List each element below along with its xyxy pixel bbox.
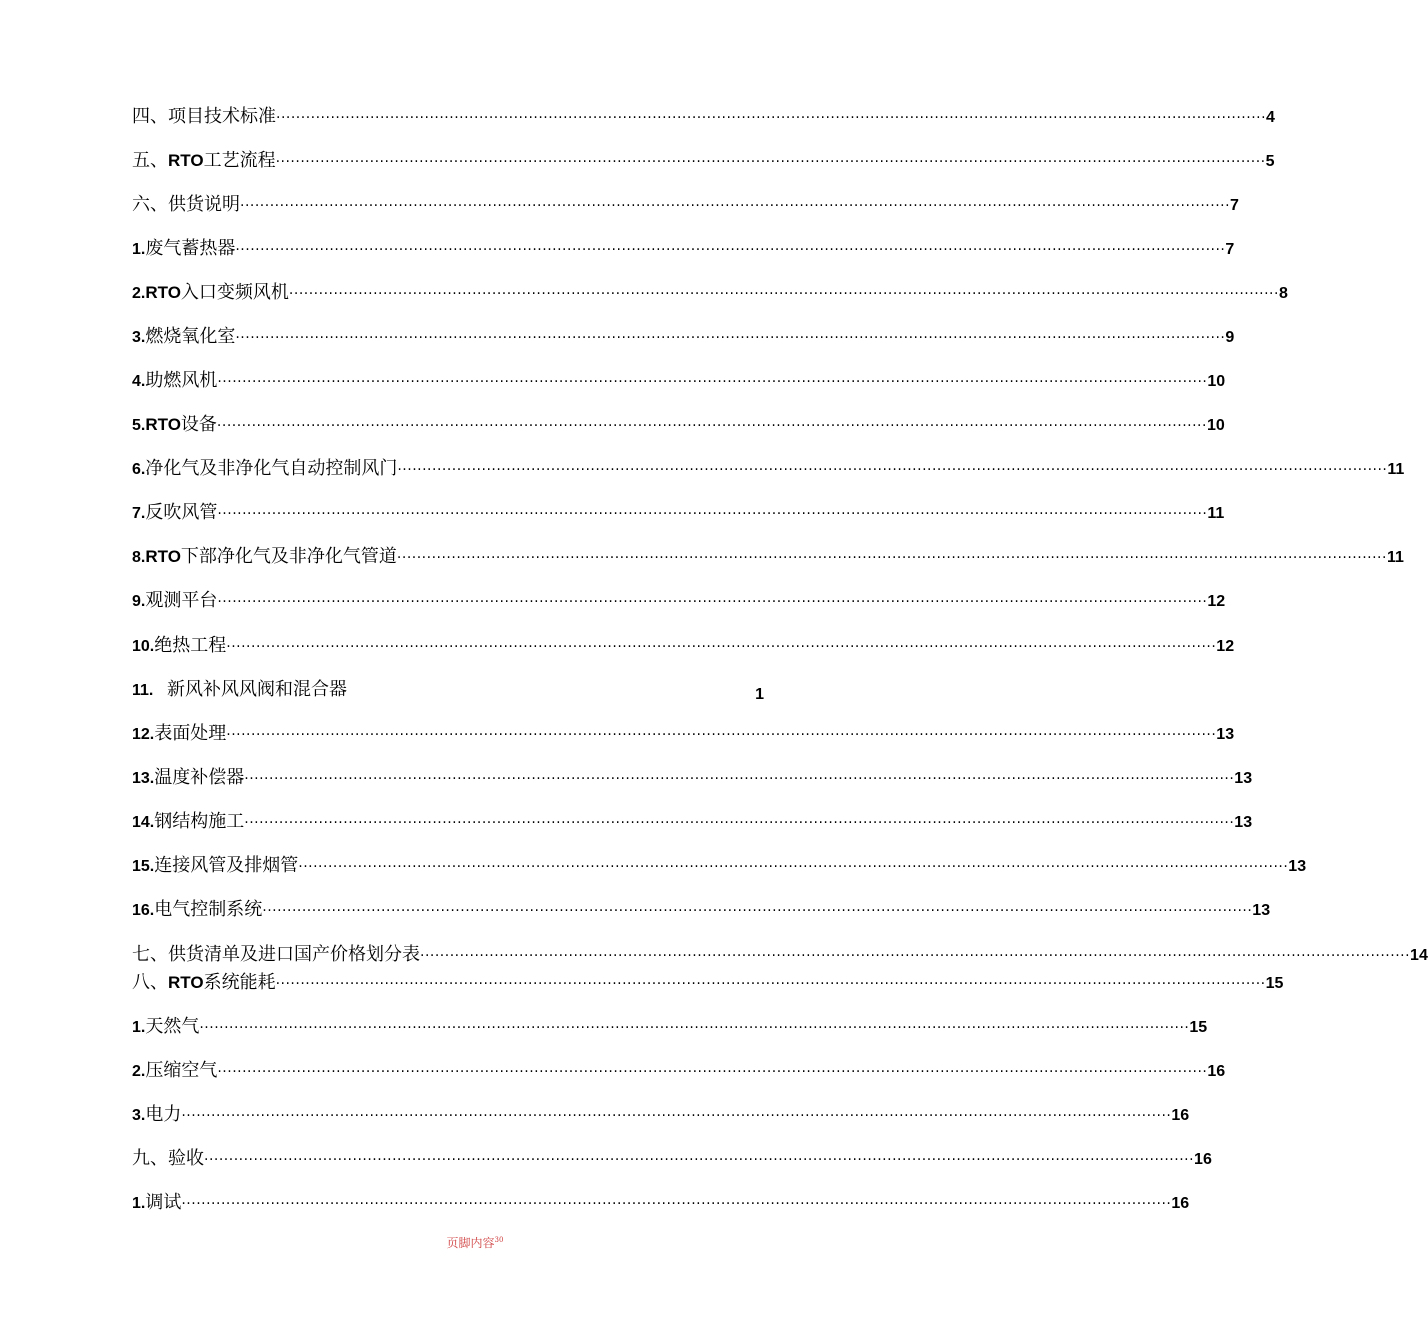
footer-page-mark: 30 <box>494 1236 504 1244</box>
toc-dot-leader: ········································································································································································································ <box>181 1196 1172 1212</box>
toc-entry-number: 9. <box>132 593 146 610</box>
toc-entry[interactable] <box>132 1100 1190 1130</box>
toc-entry-number: 4. <box>132 373 146 390</box>
toc-entry-number: 11. <box>132 682 154 699</box>
toc-entry-title: 废气蓄热器 <box>145 238 236 259</box>
toc-dot-leader: ········································································································································································································ <box>298 859 1289 875</box>
toc-entry[interactable] <box>132 1012 1208 1042</box>
toc-dot-leader: ········································································································································································································ <box>235 330 1226 346</box>
toc-entry[interactable] <box>132 631 1235 661</box>
toc-dot-leader: ········································································································································································································ <box>226 727 1217 743</box>
toc-entry[interactable] <box>132 895 1271 925</box>
toc-entry[interactable] <box>132 763 1253 793</box>
toc-dot-leader: ········································································································································································································ <box>216 418 1207 434</box>
toc-entry[interactable] <box>132 807 1253 837</box>
toc-entry-title: RTO设备 <box>145 414 217 435</box>
toc-entry[interactable] <box>132 366 1226 396</box>
toc-entry-title: 电气控制系统 <box>154 899 263 920</box>
toc-page-number: 13 <box>1216 726 1235 743</box>
toc-page-number: 13 <box>1288 858 1307 875</box>
toc-dot-leader: ········································································································································································································ <box>275 976 1266 992</box>
toc-dot-leader: ········································································································································································································ <box>204 1152 1195 1168</box>
toc-page-number: 15 <box>1265 975 1284 992</box>
toc-entry-title: 温度补偿器 <box>154 767 245 788</box>
toc-page-number: 16 <box>1207 1063 1226 1080</box>
toc-entry-title: 四、项目技术标准 <box>132 106 276 127</box>
toc-entry-title: 反吹风管 <box>145 502 218 523</box>
toc-dot-leader: ········································································································································································································ <box>235 242 1226 258</box>
toc-dot-leader: ········································································································································································································ <box>217 374 1208 390</box>
toc-page-number: 4 <box>1266 109 1275 126</box>
toc-dot-leader: ········································································································································································································ <box>181 1108 1172 1124</box>
toc-entry[interactable] <box>132 542 1404 572</box>
toc-page-number: 12 <box>1216 638 1235 655</box>
toc-entry[interactable] <box>132 1056 1226 1086</box>
toc-page-number: 11 <box>1207 505 1225 522</box>
toc-entry-number: 1. <box>132 241 146 258</box>
toc-entry[interactable] <box>132 454 1405 484</box>
toc-entry-title: 九、验收 <box>132 1148 204 1169</box>
toc-dot-leader: ········································································································································································································ <box>199 1020 1190 1036</box>
toc-entry[interactable] <box>132 278 1288 308</box>
toc-page-number: 10 <box>1206 417 1225 434</box>
toc-dot-leader: ········································································································································································································ <box>276 110 1267 126</box>
toc-page-number: 14 <box>1410 947 1428 964</box>
toc-dot-leader: ········································································································································································································ <box>217 1064 1208 1080</box>
toc-entry-title: 电力 <box>145 1104 182 1125</box>
toc-entry-number: 7. <box>132 505 146 522</box>
toc-dot-leader: ········································································································································································································ <box>396 550 1387 566</box>
toc-page-number: 15 <box>1189 1019 1208 1036</box>
toc-dot-leader: ········································································································································································································ <box>244 771 1235 787</box>
toc-dot-leader: ········································································································································································································ <box>275 154 1266 170</box>
toc-page-number: 8 <box>1278 285 1288 302</box>
toc-entry-title: 新风补风风阀和混合器 <box>167 679 347 700</box>
toc-entry[interactable] <box>132 322 1235 352</box>
toc-entry-number: 8. <box>132 549 146 566</box>
toc-page-number: 16 <box>1171 1107 1190 1124</box>
toc-entry[interactable] <box>132 968 1284 998</box>
toc-entry-title: 钢结构施工 <box>154 811 245 832</box>
toc-entry-title: 助燃风机 <box>145 370 218 391</box>
toc-entry-title: 六、供货说明 <box>132 194 240 215</box>
toc-dot-leader: ········································································································································································································ <box>420 948 1411 964</box>
toc-entry-title: 八、RTO系统能耗 <box>132 972 276 993</box>
toc-entry-number: 5. <box>132 417 146 434</box>
toc-dot-leader: ········································································································································································································ <box>240 198 1231 214</box>
toc-entry[interactable] <box>132 940 1428 970</box>
toc-entry-number: 13. <box>132 770 155 787</box>
toc-entry-title: 观测平台 <box>145 590 218 611</box>
toc-entry[interactable] <box>132 675 762 705</box>
toc-page-number: 7 <box>1225 241 1235 258</box>
toc-entry[interactable] <box>132 1144 1212 1174</box>
toc-dot-leader: ········································································································································································································ <box>217 506 1208 522</box>
toc-entry-number: 3. <box>132 1107 146 1124</box>
toc-entry[interactable] <box>132 190 1239 220</box>
toc-page-number: 5 <box>1265 153 1275 170</box>
toc-entry-number: 3. <box>132 329 146 346</box>
toc-entry-title: 天然气 <box>145 1016 200 1037</box>
toc-entry[interactable] <box>132 719 1235 749</box>
toc-entry-number: 10. <box>132 638 155 655</box>
toc-entry-title: 燃烧氧化室 <box>145 326 236 347</box>
toc-dot-leader: ········································································································································································································ <box>226 639 1217 655</box>
toc-entry[interactable] <box>132 234 1235 264</box>
toc-entry-title: 绝热工程 <box>154 635 227 656</box>
toc-entry-number: 1. <box>132 1195 146 1212</box>
toc-page-number: 11 <box>1387 461 1405 478</box>
toc-entry[interactable] <box>132 1188 1190 1218</box>
toc-entry[interactable] <box>132 102 1275 132</box>
toc-dot-leader: ········································································································································································································ <box>397 462 1388 478</box>
toc-entry-number: 12. <box>132 726 155 743</box>
toc-entry[interactable] <box>132 851 1307 881</box>
toc-entry[interactable] <box>132 498 1225 528</box>
toc-entry-title: RTO下部净化气及非净化气管道 <box>145 546 397 567</box>
toc-entry-title: 净化气及非净化气自动控制风门 <box>145 458 398 479</box>
footer-text: 页脚内容 <box>446 1236 495 1250</box>
toc-entry-title: 压缩空气 <box>145 1060 218 1081</box>
toc-page-number: 10 <box>1207 373 1226 390</box>
toc-entry-number: 2. <box>132 285 146 302</box>
toc-dot-leader: ········································································································································································································ <box>288 286 1279 302</box>
toc-dot-leader: ········································································································································································································ <box>262 903 1253 919</box>
toc-page-number: 11 <box>1386 549 1404 566</box>
toc-entry-title: 七、供货清单及进口国产价格划分表 <box>132 944 420 965</box>
toc-entry-number: 16. <box>132 902 155 919</box>
toc-entry-number: 14. <box>132 814 155 831</box>
toc-entry-number: 1. <box>132 1019 146 1036</box>
toc-entry-title: RTO入口变频风机 <box>145 282 289 303</box>
toc-dot-leader: ········································································································································································································ <box>217 594 1208 610</box>
toc-page-number: 13 <box>1234 814 1253 831</box>
toc-dot-leader: ········································································································································································································ <box>244 815 1235 831</box>
toc-page-number: 16 <box>1171 1195 1190 1212</box>
toc-entry-number: 6. <box>132 461 146 478</box>
toc-page-number: 16 <box>1194 1151 1212 1168</box>
toc-entry-number: 15. <box>132 858 155 875</box>
toc-page-number: 1 <box>755 686 764 703</box>
toc-entry[interactable] <box>132 586 1226 616</box>
toc-page-number: 13 <box>1252 902 1271 919</box>
toc-entry-title: 五、RTO工艺流程 <box>132 150 276 171</box>
toc-page-number: 9 <box>1225 329 1235 346</box>
toc-entry-number: 2. <box>132 1063 146 1080</box>
toc-page-number: 12 <box>1207 593 1226 610</box>
toc-page-number: 7 <box>1230 197 1239 214</box>
toc-entry[interactable] <box>132 410 1225 440</box>
page-footer <box>0 1234 950 1251</box>
toc-page-number: 13 <box>1234 770 1253 787</box>
toc-entry-title: 调试 <box>145 1192 182 1213</box>
toc-entry-title: 表面处理 <box>154 723 227 744</box>
toc-entry[interactable] <box>132 146 1275 176</box>
toc-entry-title: 连接风管及排烟管 <box>154 855 299 876</box>
